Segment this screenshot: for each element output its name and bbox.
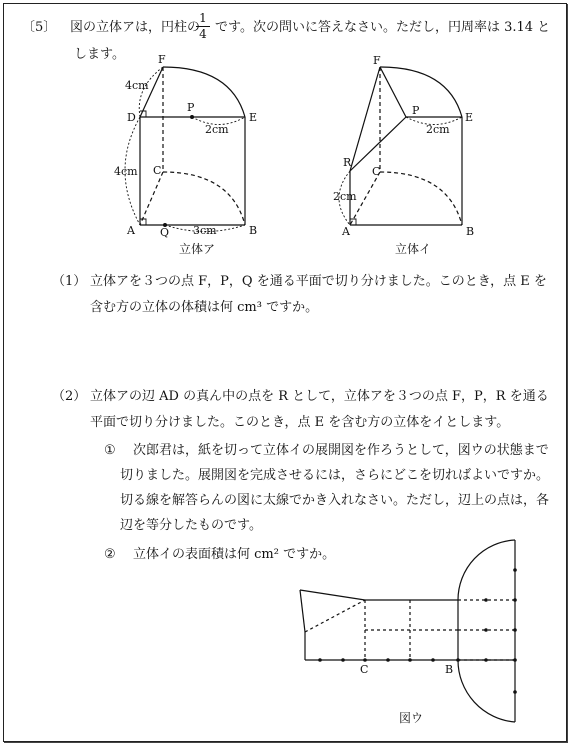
fig-a-label-d: D	[127, 111, 136, 124]
q2-sub1-line2: 切りました。展開図を完成させるには，さらにどこを切ればよいですか。	[120, 468, 550, 483]
fig-i-label-p: P	[412, 104, 420, 117]
fig-i-label-f: F	[373, 54, 381, 67]
fig-u-label-c: C	[360, 663, 369, 676]
fig-i-label-b: B	[466, 225, 475, 238]
fig-u-label-b: B	[445, 663, 454, 676]
figure-i-solid	[350, 67, 462, 225]
fig-a-caption: 立体ア	[179, 242, 216, 256]
fig-a-dim-da: 4cm	[114, 165, 138, 178]
q1-number: （1）	[52, 274, 87, 289]
fig-i-dim-ra: 2cm	[333, 190, 357, 203]
q2-line1: 立体アの辺 AD の真ん中の点を R として，立体アを３つの点 F，P，R を通る	[90, 389, 549, 404]
q2-line2: 平面で切り分けました。このとき，点 E を含む方の立体をイとします。	[90, 415, 510, 430]
fig-i-label-e: E	[465, 111, 474, 124]
fig-i-label-a: A	[342, 225, 350, 238]
fig-a-label-p: P	[187, 101, 195, 114]
q2-sub2-mark: ②	[104, 547, 116, 562]
q2-number: （2）	[52, 389, 87, 404]
fig-a-label-q: Q	[160, 226, 170, 239]
q2-sub1-mark: ①	[104, 443, 116, 458]
fig-i-label-c: C	[372, 165, 381, 178]
fig-u-caption: 図ウ	[399, 711, 424, 725]
q2-sub1-line1: 次郎君は，紙を切って立体イの展開図を作ろうとして，図ウの状態まで	[133, 443, 549, 458]
q1-line1: 立体アを３つの点 F，P，Q を通る平面で切り分けました。このとき，点 E を	[90, 274, 547, 289]
fig-i-dim-pe: 2cm	[426, 123, 450, 136]
figure-a-solid	[140, 67, 245, 225]
point-p-a	[190, 115, 194, 119]
fig-a-label-a: A	[127, 224, 135, 237]
figure-u-fold-lines	[305, 600, 515, 660]
figure-u-net	[300, 540, 515, 725]
fraction-denominator: 4	[199, 26, 207, 41]
fig-a-label-e: E	[249, 111, 258, 124]
problem-number: 〔5〕	[22, 20, 57, 35]
problem-text-b: です。次の問いに答えなさい。ただし，円周率は 3.14 と	[215, 20, 551, 35]
fig-a-dim-qb: 3cm	[193, 224, 217, 237]
fig-i-label-r: R	[343, 156, 352, 169]
fig-a-label-c: C	[153, 164, 162, 177]
q2-sub1-line4: 辺を等分したものです。	[120, 518, 262, 533]
q2-sub2-text: 立体イの表面積は何 cm² ですか。	[133, 547, 336, 562]
q2-sub1-line3: 切る線を解答らんの図に太線でかき入れなさい。ただし，辺上の点は，各	[120, 493, 550, 508]
problem-text-a: 図の立体アは，円柱の	[70, 20, 201, 35]
fraction-numerator: 1	[199, 11, 207, 25]
fig-a-label-f: F	[158, 53, 166, 66]
problem-text-line2: します。	[74, 47, 125, 62]
fig-a-label-b: B	[249, 224, 258, 237]
fig-a-dim-pe: 2cm	[205, 123, 229, 136]
fig-a-dim-fd: 4cm	[125, 79, 149, 92]
q1-line2: 含む方の立体の体積は何 cm³ ですか。	[90, 300, 319, 315]
fig-i-caption: 立体イ	[395, 242, 432, 256]
